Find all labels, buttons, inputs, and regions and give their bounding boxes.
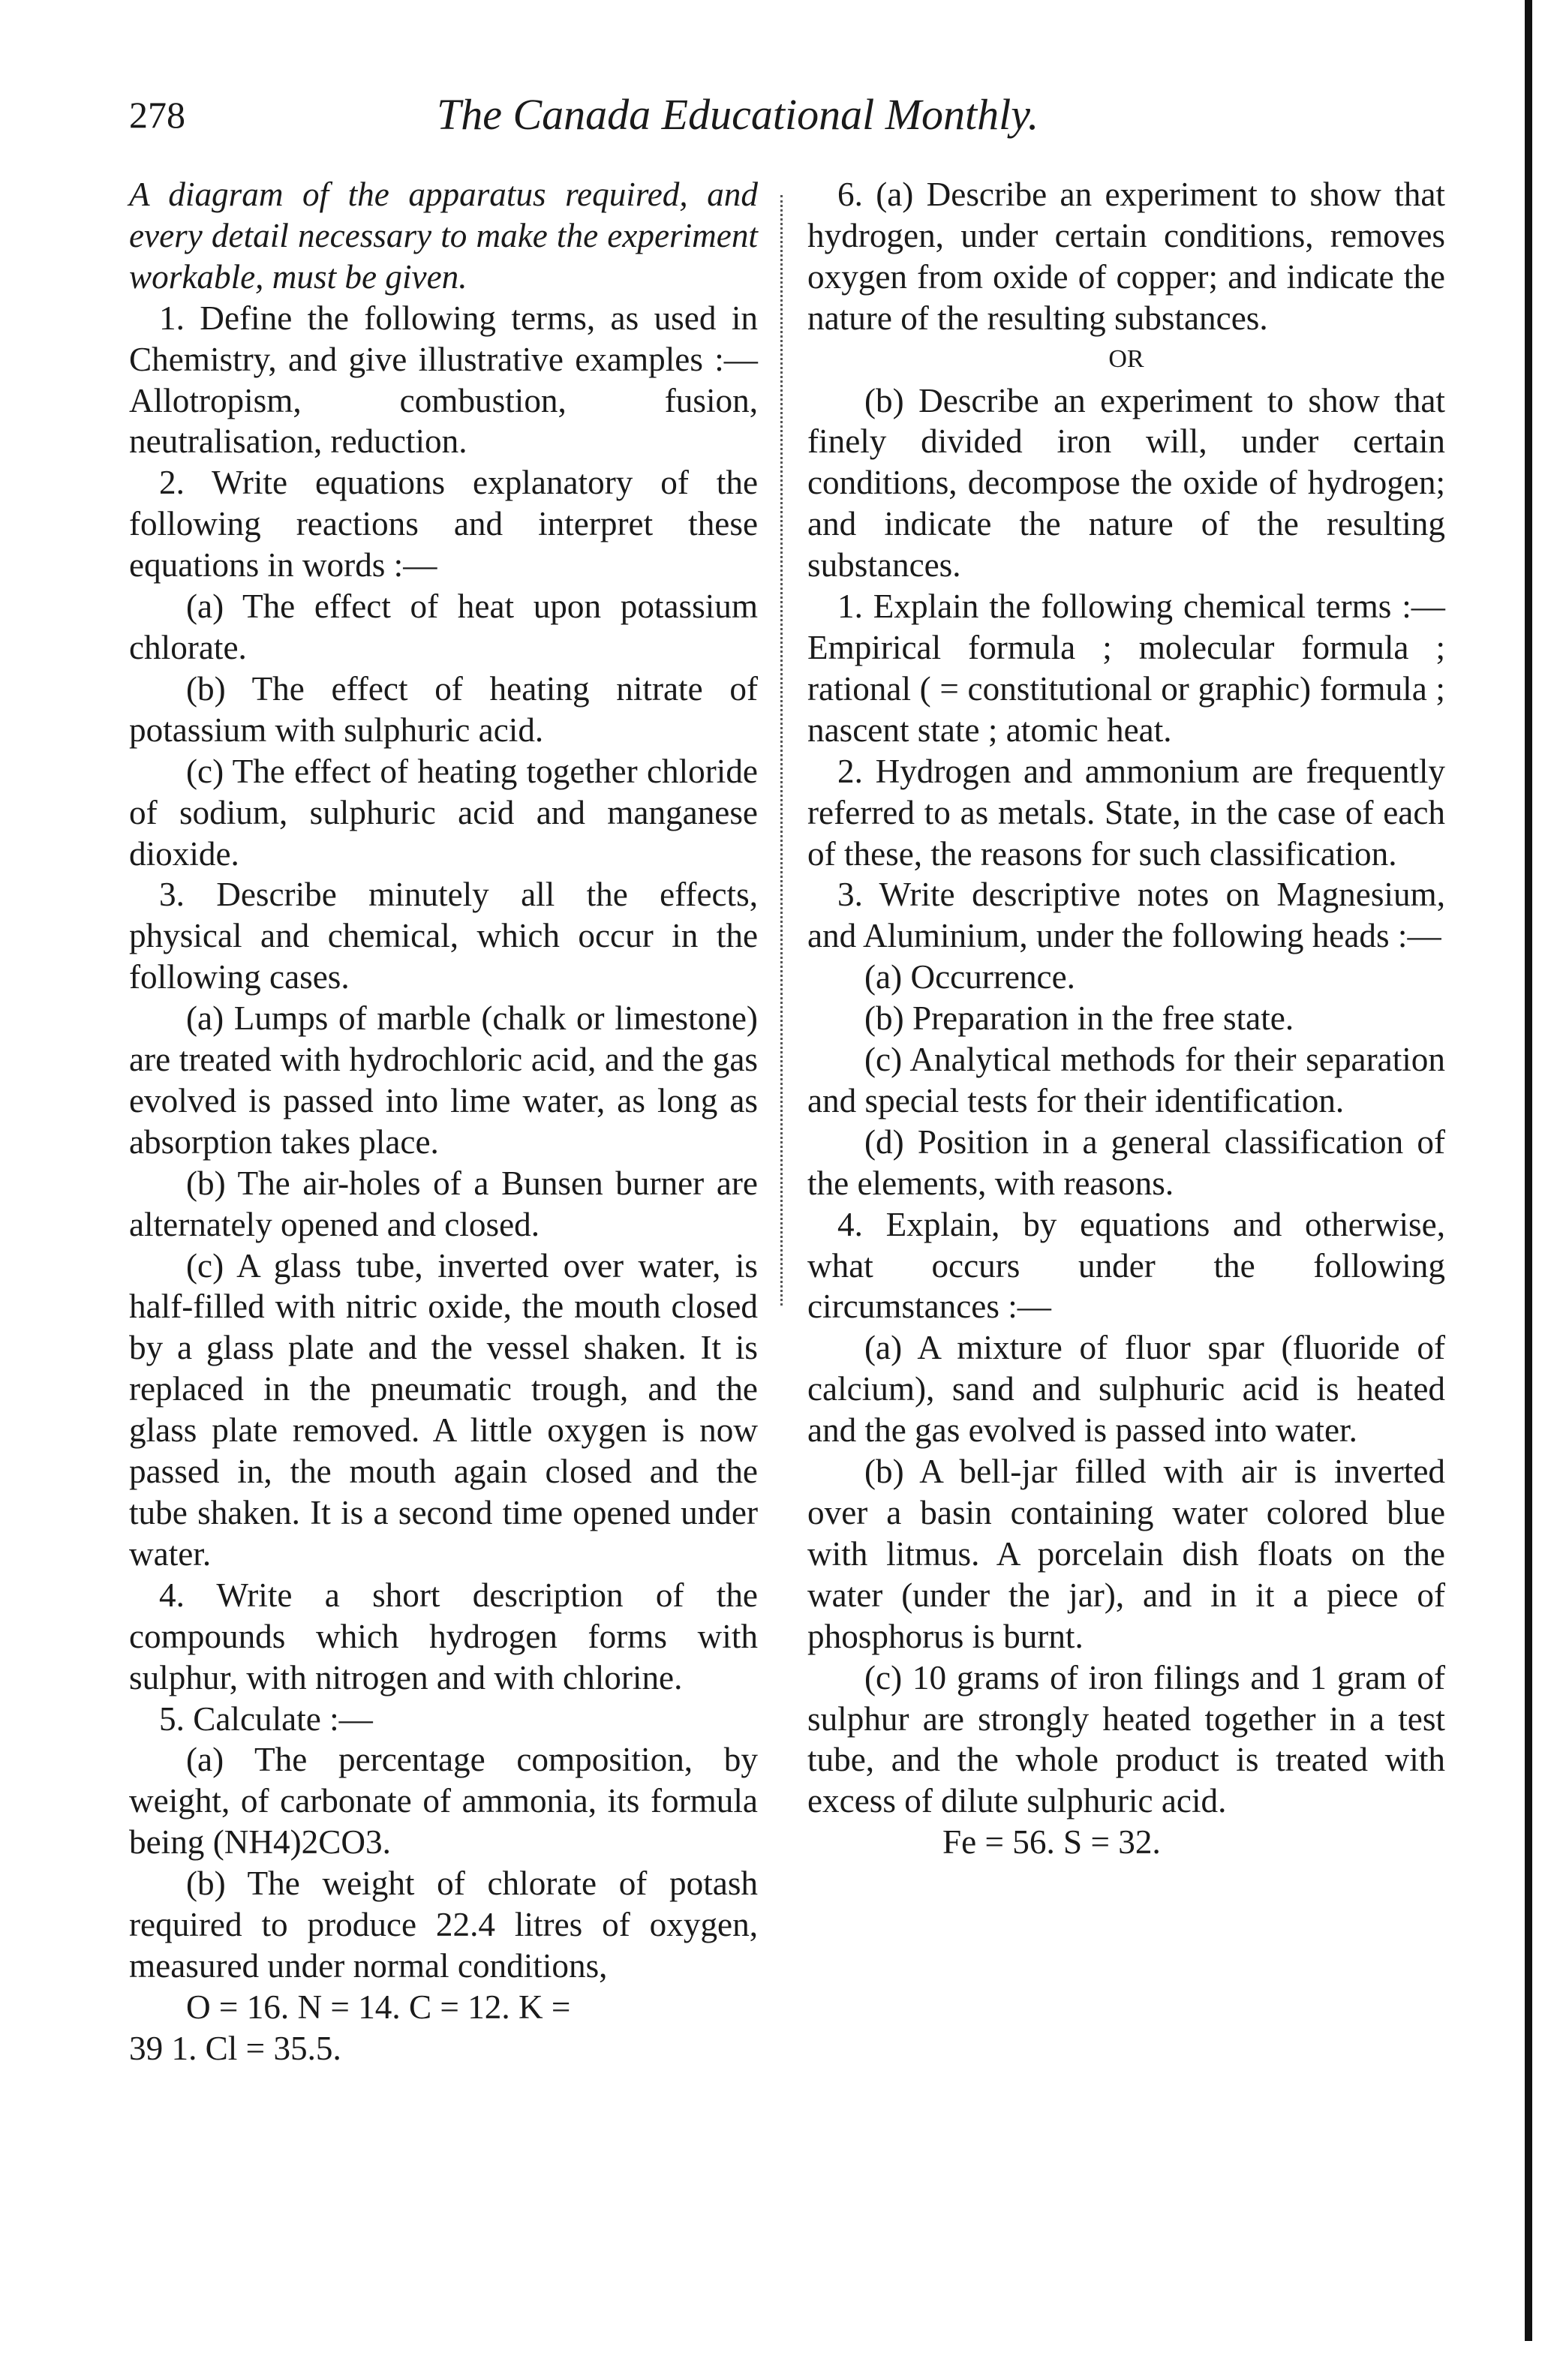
question-2c: (c) The effect of heating together chloride of sodium, sulphuric acid and manganese dioxide. bbox=[129, 752, 758, 873]
question-3: 3. Describe minutely all the effects, physical and chemical, which occur in the following cases. bbox=[129, 876, 758, 996]
instruction-note: A diagram of the apparatus required, and every detail necessary to make the experiment workable, must be given. bbox=[129, 176, 758, 296]
question-3b: (b) The air-holes of a Bunsen burner are alternately opened and closed. bbox=[129, 1164, 758, 1243]
section-question-3c: (c) Analytical methods for their separation and special tests for their identification. bbox=[807, 1041, 1445, 1119]
or-separator: OR bbox=[1108, 344, 1144, 373]
question-2b: (b) The effect of heating nitrate of potassium with sulphuric acid. bbox=[129, 669, 758, 749]
atomic-weights-line-1: O = 16. N = 14. C = 12. K = bbox=[186, 1988, 571, 2026]
question-6b: (b) Describe an experiment to show that finely divided iron will, under certain conditions, decompose the oxide of hydrogen; and indicate the nature of the resulting substances. bbox=[807, 381, 1445, 584]
question-5a: (a) The percentage composition, by weight, of carbonate of ammonia, its formula being (NH4)2CO3. bbox=[129, 1741, 758, 1862]
atomic-weights-fe-s: Fe = 56. S = 32. bbox=[942, 1823, 1161, 1862]
question-6a: 6. (a) Describe an experiment to show that hydrogen, under certain conditions, removes oxygen from oxide of copper; and indicate the nature of the resulting substances. bbox=[807, 176, 1445, 337]
section-question-3b: (b) Preparation in the free state. bbox=[864, 999, 1294, 1038]
atomic-weights-line-2: 39 1. Cl = 35.5. bbox=[129, 2029, 341, 2067]
section-question-3a: (a) Occurrence. bbox=[864, 958, 1075, 996]
page-number: 278 bbox=[129, 94, 185, 136]
question-3a: (a) Lumps of marble (chalk or limestone) are treated with hydrochloric acid, and the gas evolved is passed into lime water, as long as absorption takes place. bbox=[129, 999, 758, 1161]
question-1: 1. Define the following terms, as used in Chemistry, and give illustrative examples :—Allotropism, combustion, fusion, neutralisation, reduction. bbox=[129, 299, 758, 461]
left-column bbox=[129, 174, 758, 2069]
section-question-4a: (a) A mixture of fluor spar (fluoride of calcium), sand and sulphuric acid is heated and the gas evolved is passed into water. bbox=[807, 1329, 1445, 1450]
question-2: 2. Write equations explanatory of the following reactions and interpret these equations in words :— bbox=[129, 464, 758, 584]
question-3c: (c) A glass tube, inverted over water, is half-filled with nitric oxide, the mouth closed by a glass plate and the vessel shaken. It is replaced in the pneumatic trough, and the glass plate removed. A little oxygen is now passed in, the mouth again closed and the tube shaken. It is a second time opened under water. bbox=[129, 1246, 758, 1573]
right-column bbox=[807, 174, 1445, 1863]
question-5b: (b) The weight of chlorate of potash required to produce 22.4 litres of oxygen, measured under normal conditions, bbox=[129, 1865, 758, 1985]
question-2a: (a) The effect of heat upon potassium chlorate. bbox=[129, 587, 758, 666]
column-divider bbox=[780, 195, 783, 1306]
page-edge-rule bbox=[1525, 0, 1532, 2341]
page-header bbox=[129, 89, 1480, 149]
section-question-4c: (c) 10 grams of iron filings and 1 gram of sulphur are strongly heated together in a test tube, and the whole product is treated with excess of dilute sulphuric acid. bbox=[807, 1658, 1445, 1820]
running-title: The Canada Educational Monthly. bbox=[437, 90, 1039, 139]
section-question-4b: (b) A bell-jar filled with air is inverted over a basin containing water colored blue with litmus. A porcelain dish floats on the water (under the jar), and in it a piece of phosphorus is burnt. bbox=[807, 1453, 1445, 1655]
question-5: 5. Calculate :— bbox=[159, 1699, 373, 1738]
question-4: 4. Write a short description of the compounds which hydrogen forms with sulphur, with nitrogen and with chlorine. bbox=[129, 1576, 758, 1696]
section-question-3d: (d) Position in a general classification of the elements, with reasons. bbox=[807, 1122, 1445, 1202]
section-question-2: 2. Hydrogen and ammonium are frequently referred to as metals. State, in the case of each of these, the reasons for such classification. bbox=[807, 752, 1445, 873]
section-question-3: 3. Write descriptive notes on Magnesium, and Aluminium, under the following heads :— bbox=[807, 876, 1445, 955]
section-question-1: 1. Explain the following chemical terms :—Empirical formula ; molecular formula ; rational ( = constitutional or graphic) formula ; nascent state ; atomic heat. bbox=[807, 587, 1445, 749]
section-question-4: 4. Explain, by equations and otherwise, what occurs under the following circumstances :— bbox=[807, 1205, 1445, 1326]
